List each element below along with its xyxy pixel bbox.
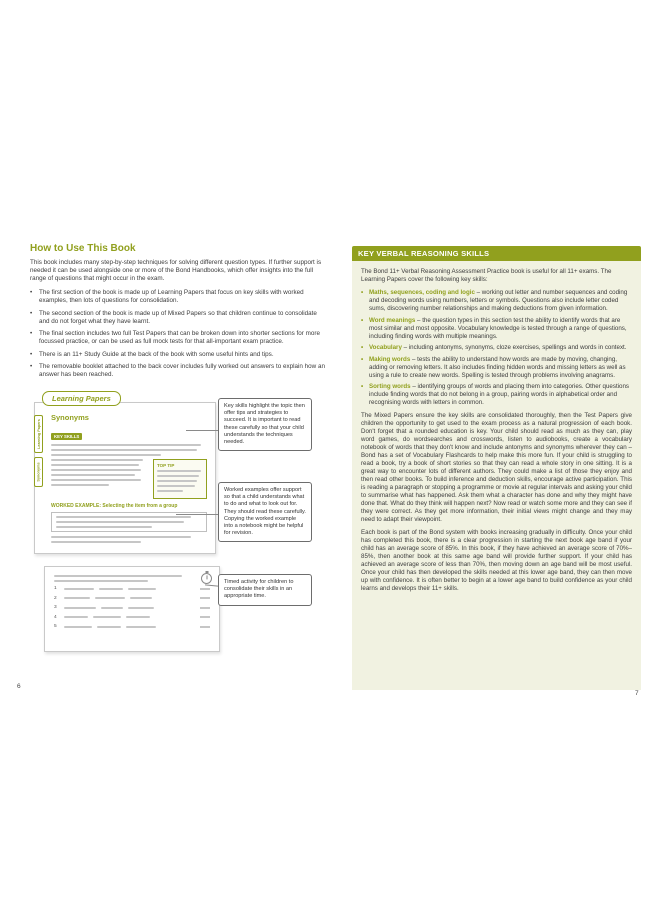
skill-item <box>361 317 632 341</box>
skill-term: Sorting words <box>369 383 411 390</box>
right-page-number: 7 <box>635 690 639 697</box>
section-header: KEY VERBAL REASONING SKILLS <box>352 246 641 261</box>
word-placeholder <box>95 597 125 599</box>
text-line-placeholder <box>51 469 141 471</box>
side-tab-label: Learning Papers <box>36 419 41 449</box>
word-placeholder <box>64 626 92 628</box>
answer-placeholder <box>200 588 210 590</box>
list-item <box>30 289 326 305</box>
answer-placeholder <box>200 626 210 628</box>
skills-panel <box>352 261 641 690</box>
bullet-marker: • <box>361 344 364 351</box>
bullet-list <box>30 289 326 379</box>
word-placeholder <box>93 616 121 618</box>
sample-timed-activity <box>44 566 220 652</box>
word-placeholder <box>64 597 90 599</box>
skill-item <box>361 383 632 407</box>
bullet-marker: • <box>361 289 364 296</box>
word-placeholder <box>99 588 123 590</box>
worked-example-box <box>51 512 207 532</box>
question-row <box>54 615 210 620</box>
body-paragraph: The Mixed Papers ensure the key skills are consolidated thoroughly, then the Test Papers give children the opportunity to get used to the exam process as a natural progression of each book. Don't forget that a rounded education is key. Your child should read as much as they can, play word games, do wordsearches and crosswords, listen to audiobooks, create a vocabulary notebook of words that they don't know and include antonyms and synonyms wherever they can – Bond has a set of Vocabulary Flashcards to help make this more fun. If your child is struggling to read a book, try a book of short stories so that they can read a whole story in one sitting. It is a great way to encounter lots of different authors. They could make a list of those they enjoy and then read other books. To build inference and deduction skills, encourage active participation. This is reading a paragraph or stopping a programme or movie at regular intervals and asking your child to summarise what has happened. Ask them what a character has done and why they might have done that. What do they think will happen next? Now read or watch some more and they can see if they were correct. As they get more information, their initial views might change and they may need to adapt their viewpoint. <box>361 412 632 523</box>
answer-placeholder <box>200 597 210 599</box>
word-placeholder <box>130 597 152 599</box>
question-list <box>54 586 210 629</box>
callout-leader-line <box>186 430 218 431</box>
skill-text <box>369 344 627 352</box>
bullet-marker: • <box>361 316 364 324</box>
list-item <box>30 351 326 359</box>
skill-item <box>361 289 632 313</box>
sample-heading: Synonyms <box>51 413 89 422</box>
bullet-marker: • <box>361 355 364 363</box>
skill-term: Making words <box>369 355 411 363</box>
text-line-placeholder <box>56 521 184 523</box>
text-line-placeholder <box>51 484 109 486</box>
word-placeholder <box>126 626 156 628</box>
skill-item <box>361 344 632 352</box>
word-placeholder <box>101 607 123 609</box>
side-tab-label: Synonyms <box>36 462 41 482</box>
skill-desc: – identifying groups of words and placing them into categories. Other questions include finding words that do not belong in a group, pairing words in alphabetical order and recognising words with letters in common. <box>369 383 630 406</box>
word-placeholder <box>126 616 150 618</box>
text-line-placeholder <box>51 474 135 476</box>
sample-learning-paper <box>34 402 216 554</box>
skill-text <box>369 317 632 341</box>
bullet-marker: • <box>30 350 33 358</box>
list-item <box>30 330 326 346</box>
question-row <box>54 605 210 610</box>
skill-term: Vocabulary <box>369 344 402 351</box>
text-line-placeholder <box>51 536 191 538</box>
text-line-placeholder <box>157 480 197 482</box>
word-placeholder <box>64 616 88 618</box>
intro-paragraph: This book includes many step-by-step techniques for solving different question types. If further support is needed it can be used alongside one or more of the Bond Handbooks, which offer insights into the full range of questions that might occur in the exam. <box>30 259 322 282</box>
side-tab-learning-papers <box>34 415 43 453</box>
text-line-placeholder <box>157 470 201 472</box>
question-number: 4 <box>54 614 57 620</box>
body-paragraph: Each book is part of the Bond system with books increasing gradually in difficulty. Once your child has completed this book, there is a clear progression in starting the next book age band if your child has an average score of 85%. In this book, if they have achieved an average score of 70%–85%, then another book at this same age band will provide further support. If your child has achieved an average score of less than 70%, then moving down an age band will be most useful. Once your child has then developed the skills needed at this lower age band, they can then move up with confidence. It is often better to begin at a lower age band to build confidence as your child learns and develops their 11+ skills. <box>361 529 632 592</box>
bullet-marker: • <box>30 289 33 296</box>
bullet-marker: • <box>30 309 33 317</box>
bullet-text: The final section includes two full Test Papers that can be broken down into shorter sections for more focussed practice, or can be used as full mock tests for that all-important exam practice. <box>39 330 320 345</box>
skill-desc: – including antonyms, synonyms, cloze exercises, spellings and words in context. <box>403 344 627 351</box>
text-line-placeholder <box>51 459 143 461</box>
skill-desc: – the question types in this section test the ability to identify words that are most similar and most opposite. Vocabulary knowledge is tested through a range of questions, including finding words with multiple meanings. <box>369 316 627 340</box>
text-line-placeholder <box>56 516 191 518</box>
list-item <box>30 363 326 379</box>
answer-placeholder <box>200 607 210 609</box>
callout-key-skills: Key skills highlight the topic then offer tips and strategies to succeed. It is important to read these carefully so that your child understands the techniques needed. <box>218 398 312 451</box>
bullet-marker: • <box>361 383 364 390</box>
text-line-placeholder <box>157 485 195 487</box>
bullet-text: The first section of the book is made up of Learning Papers that focus on key skills with worked examples, then lots of questions for consolidation. <box>39 289 304 304</box>
skill-desc: – tests the ability to understand how words are made by moving, changing, adding or removing letters. It also includes finding hidden words and missing letters as well as using a rule to create new words. Spelling is tested through problems involving anagrams. <box>369 355 626 379</box>
question-row <box>54 586 210 591</box>
skill-text <box>369 356 632 380</box>
sample-body-text <box>51 459 153 499</box>
text-line-placeholder <box>54 575 182 577</box>
text-line-placeholder <box>54 580 148 582</box>
panel-intro: The Bond 11+ Verbal Reasoning Assessment Practice book is useful for all 11+ exams. The Learning Papers cover the following key skills: <box>361 268 612 283</box>
question-number: 3 <box>54 605 57 610</box>
skill-term: Maths, sequences, coding and logic <box>369 289 475 296</box>
text-line-placeholder <box>51 464 139 466</box>
skill-text <box>369 383 632 407</box>
top-tip-box <box>153 459 207 499</box>
list-item <box>30 310 326 326</box>
text-line-placeholder <box>157 475 199 477</box>
question-number: 2 <box>54 595 57 601</box>
question-row <box>54 624 210 629</box>
side-tab-synonyms <box>34 457 43 487</box>
page-title: How to Use This Book <box>30 243 136 254</box>
bullet-marker: • <box>30 363 33 370</box>
bullet-text: There is an 11+ Study Guide at the back of the book with some useful hints and tips. <box>39 350 274 358</box>
worked-example-label: WORKED EXAMPLE: Selecting the item from a group <box>51 503 178 509</box>
word-placeholder <box>64 607 96 609</box>
question-number: 5 <box>54 624 57 629</box>
skill-term: Word meanings <box>369 316 416 324</box>
callout-timed-activity: Timed activity for children to consolidate their skills in an appropriate time. <box>218 574 312 606</box>
answer-placeholder <box>200 616 210 618</box>
key-skills-badge: KEY SKILLS <box>51 433 82 440</box>
left-page-number: 6 <box>17 683 21 690</box>
word-placeholder <box>128 607 154 609</box>
text-line-placeholder <box>51 449 197 451</box>
timer-icon <box>201 573 212 584</box>
question-number: 1 <box>54 586 57 591</box>
callout-leader-line <box>176 514 218 515</box>
text-line-placeholder <box>51 541 141 543</box>
text-line-placeholder <box>51 444 201 446</box>
bullet-marker: • <box>30 330 33 337</box>
learning-papers-tab: Learning Papers <box>42 391 121 406</box>
top-tip-label: TOP TIP <box>157 463 175 468</box>
word-placeholder <box>64 588 94 590</box>
left-page <box>30 243 326 384</box>
right-page <box>352 246 641 690</box>
skill-desc: – working out letter and number sequences and coding and decoding words using numbers, letters or symbols. Questions also include letter coded sums, discovering number relationships and making deductions from given information. <box>369 289 628 312</box>
bullet-text: The removable booklet attached to the back cover includes fully worked out answers to explain how an answer has been reached. <box>39 363 325 378</box>
sample-columns <box>51 459 207 499</box>
text-line-placeholder <box>157 490 183 492</box>
text-line-placeholder <box>56 526 152 528</box>
callout-worked-examples: Worked examples offer support so that a child understands what to do and what to look out for. They should read these carefully. Copying the worked example into a notebook might be helpful for revision. <box>218 482 312 542</box>
skill-text <box>369 289 632 313</box>
word-placeholder <box>97 626 121 628</box>
word-placeholder <box>128 588 156 590</box>
text-line-placeholder <box>51 479 141 481</box>
bullet-text: The second section of the book is made up of Mixed Papers so that children continue to consolidate and do not forget what they have learnt. <box>39 309 317 325</box>
text-line-placeholder <box>51 454 161 456</box>
question-row <box>54 596 210 601</box>
skill-item <box>361 356 632 380</box>
